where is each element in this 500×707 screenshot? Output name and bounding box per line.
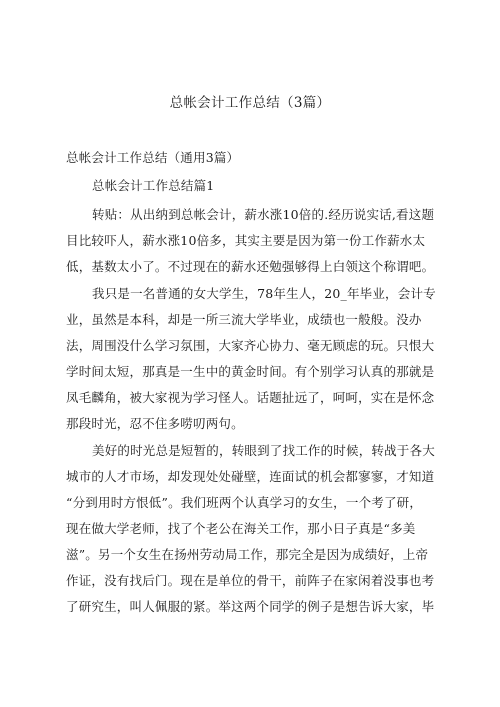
paragraph-line: 作证，没有找后门。现在是单位的骨干，前阵子在家闲着没事也考 — [66, 573, 435, 588]
paragraph-line: 现在做大学老师，找了个老公在海关工作，那小日子真是“多美 — [66, 521, 416, 536]
paragraph-line: 我只是一名普通的女大学生，78年生人，20_年毕业，会计专 — [92, 286, 436, 301]
document-subtitle: 总帐会计工作总结（通用3篇） — [66, 150, 240, 165]
paragraph-line: 目比较吓人，薪水涨10倍多，其实主要是因为第一份工作薪水太 — [66, 233, 426, 248]
paragraph-line: 美好的时光总是短暂的，转眼到了找工作的时候，转战于各大 — [92, 443, 435, 458]
paragraph-line: 滋”。另一个女生在扬州劳动局工作，那完全是因为成绩好，上帝 — [66, 547, 429, 562]
section-heading: 总帐会计工作总结篇1 — [92, 178, 215, 193]
paragraph-line: 了研究生，叫人佩服的紧。举这两个同学的例子是想告诉大家，毕 — [66, 599, 435, 614]
paragraph-line: 学时间太短，那真是一生中的黄金时间。有个别学习认真的那就是 — [66, 364, 435, 379]
document-title: 总帐会计工作总结（3篇） — [169, 95, 331, 111]
paragraph-line: 业，虽然是本科，却是一所三流大学毕业，成绩也一般般。没办 — [66, 312, 422, 327]
paragraph-line: 凤毛麟角，被大家视为学习怪人。话题扯远了，呵呵，实在是怀念 — [66, 390, 435, 405]
paragraph-line: 转贴：从出纳到总帐会计，薪水涨10倍的.经历说实话,看这题 — [92, 207, 435, 222]
paragraph-line: 那段时光，忍不住多唠叨两句。 — [66, 416, 244, 431]
paragraph-line: 法，周围没什么学习氛围，大家齐心协力、毫无顾虑的玩。只恨大 — [66, 338, 435, 353]
paragraph-line: “分到用时方恨低”。我们班两个认真学习的女生，一个考了研， — [66, 495, 423, 510]
paragraph-line: 城市的人才市场，却发现处处碰壁，连面试的机会都寥寥，才知道 — [66, 469, 435, 484]
paragraph-line: 低，基数太小了。不过现在的薪水还勉强够得上白领这个称谓吧。 — [66, 259, 435, 274]
